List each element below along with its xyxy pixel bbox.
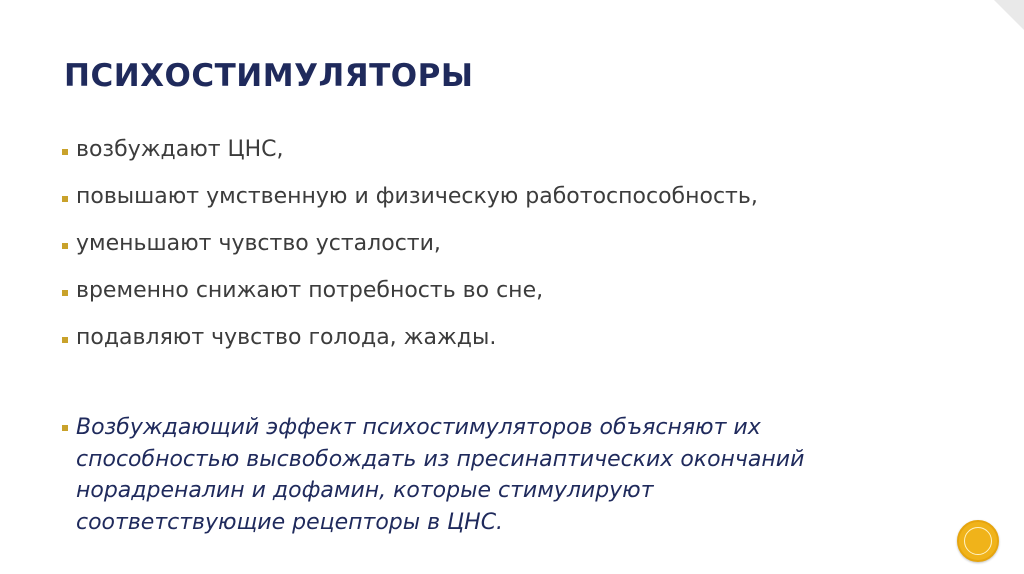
bullet-item [62,231,758,278]
explanation-block [62,412,804,538]
bullet-square-icon [62,196,68,202]
slide-title: ПСИХОСТИМУЛЯТОРЫ [64,58,474,94]
bullet-text: подавляют чувство голода, жажды. [76,325,497,350]
explanation-line: Возбуждающий эффект психостимуляторов объясняют их [76,415,761,440]
bullet-item [62,325,758,372]
bullet-square-icon [62,149,68,155]
bullet-item [62,137,758,184]
bullet-list [62,137,758,372]
bullet-square-icon [62,337,68,343]
bullet-item [62,184,758,231]
bullet-text: уменьшают чувство усталости, [76,231,441,256]
slide-badge-icon [957,520,999,562]
badge-ring [964,527,992,555]
bullet-square-icon [62,290,68,296]
explanation-text [76,412,804,538]
explanation-line: норадреналин и дофамин, которые стимулируют [76,478,654,503]
bullet-square-icon [62,243,68,249]
explanation-line: способностью высвобождать из пресинаптических окончаний [76,446,805,472]
bullet-text: временно снижают потребность во сне, [76,278,544,303]
bullet-square-icon [62,425,68,431]
bullet-text: возбуждают ЦНС, [76,137,284,162]
explanation-line: соответствующие рецепторы в ЦНС. [76,509,504,535]
bullet-item [62,278,758,325]
bullet-text: повышают умственную и физическую работоспособность, [76,184,758,209]
corner-decoration [994,0,1024,30]
